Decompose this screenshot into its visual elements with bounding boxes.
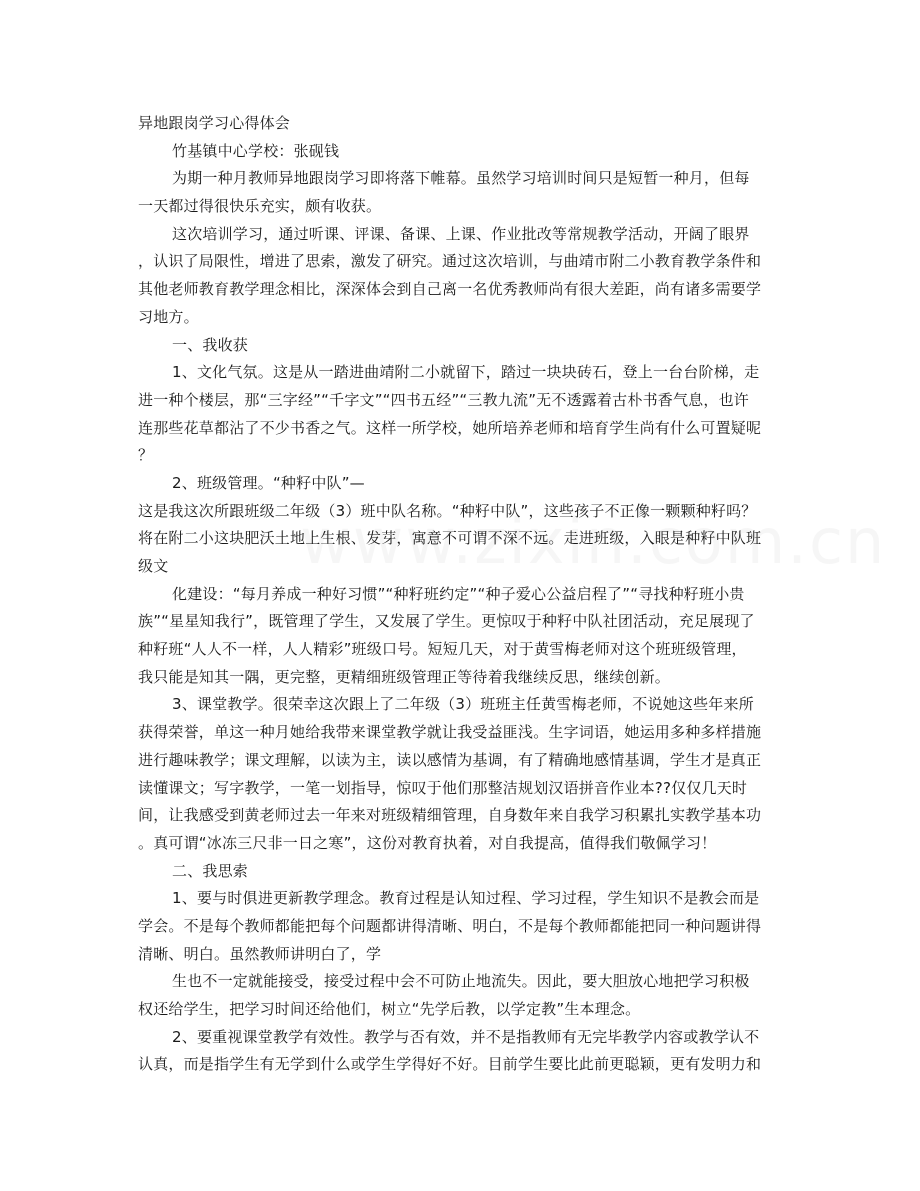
text-line: 我只能是知其一隅，更完整，更精细班级管理正等待着我继续反思，继续创新。 — [138, 667, 671, 686]
text-line: 1、要与时俱进更新教学理念。教育过程是认知过程、学习过程，学生知识不是教会而是 — [172, 889, 760, 908]
text-line: 进一种个楼层，那“三字经”“千字文”“四书五经”“三教九流”无不透露着古朴书香气息，也许 — [138, 390, 749, 409]
text-line: ，认识了局限性，增进了思索，激发了研究。通过这次培训，与曲靖市附二小教育教学条件和 — [138, 252, 762, 271]
text-line: 为期一种月教师异地跟岗学习即将落下帷幕。虽然学习培训时间只是短暂一种月，但每 — [172, 169, 750, 188]
text-line: 连那些花草都沾了不少书香之气。这样一所学校，她所培养老师和培育学生尚有什么可置疑呢 — [138, 418, 762, 437]
text-line: 1、文化气氛。这是从一踏进曲靖附二小就留下，踏过一块块砖石，登上一台台阶梯，走 — [172, 363, 760, 382]
text-line: 认真，而是指学生有无学到什么或学生学得好不好。目前学生要比此前更聪颖，更有发明力和 — [138, 1055, 762, 1074]
text-line: 习地方。 — [138, 307, 199, 326]
text-line: 级文 — [138, 557, 169, 575]
document-title: 异地跟岗学习心得体会 — [138, 114, 291, 132]
text-line: 种籽班“人人不一样，人人精彩”班级口号。短短几天，对于黄雪梅老师对这个班班级管理， — [138, 640, 747, 659]
text-line: 化建设：“每月养成一种好习惯”“种籽班约定”“种子爱心公益启程了”“寻找种籽班小贵 — [172, 584, 745, 603]
text-line: 一天都过得很快乐充实，颇有收获。 — [138, 197, 382, 216]
text-line: 将在附二小这块肥沃土地上生根、发芽，寓意不可谓不深不远。走进班级，入眼是种籽中队班 — [138, 529, 762, 548]
text-line: 读懂课文；写字教学，一笔一划指导，惊叹于他们那整洁规划汉语拼音作业本??仅仅几天时 — [138, 778, 748, 797]
document-page — [138, 110, 790, 1079]
text-line: 权还给学生，把学习时间还给他们，树立“先学后教，以学定教”生本理念。 — [138, 1000, 641, 1018]
text-line: 2、要重视课堂教学有效性。教学与否有效，并不是指教师有无完毕教学内容或教学认不 — [172, 1027, 760, 1046]
text-line: 二、我思索 — [172, 861, 249, 880]
text-line: 这次培训学习，通过听课、评课、备课、上课、作业批改等常规教学活动，开阔了眼界 — [172, 224, 750, 243]
text-line: 其他老师教育教学理念相比，深深体会到自己离一名优秀教师尚有很大差距，尚有诸多需要学 — [138, 280, 762, 299]
text-line: 族”“星星知我行”，既管理了学生，又发展了学生。更惊叹于种籽中队社团活动，充足展现了 — [138, 612, 755, 631]
text-line: 生也不一定就能接受，接受过程中会不可防止地流失。因此，要大胆放心地把学习积极 — [172, 972, 750, 991]
text-line: 2、班级管理。“种籽中队”— — [172, 473, 365, 492]
document-body — [138, 165, 790, 1079]
text-line: 获得荣誉，单这一种月她给我带来课堂教学就让我受益匪浅。生字词语，她运用多种多样措施 — [138, 723, 762, 742]
author-line: 竹基镇中心学校：张砚钱 — [172, 141, 340, 160]
text-line: 清晰、明白。虽然教师讲明白了，学 — [138, 944, 382, 963]
text-line: 这是我这次所跟班级二年级（3）班中队名称。“种籽中队”，这些孩子不正像一颗颗种籽吗？ — [138, 501, 757, 520]
text-line: 。真可谓“冰冻三尺非一日之寒”，这份对教育执着，对自我提高，值得我们敬佩学习！ — [138, 833, 717, 852]
text-line: 间，让我感受到黄老师过去一年来对班级精细管理，自身数年来自我学习积累扎实教学基本功 — [138, 806, 762, 825]
text-line: 进行趣味教学；课文理解，以读为主，读以感情为基调，有了精确地感情基调，学生才是真正 — [138, 750, 762, 769]
text-line: 一、我收获 — [172, 335, 249, 354]
text-line: 学会。不是每个教师都能把每个问题都讲得清晰、明白，不是每个教师都能把同一种问题讲得 — [138, 916, 762, 935]
text-line: ？ — [138, 446, 154, 465]
text-line: 3、课堂教学。很荣幸这次跟上了二年级（3）班班主任黄雪梅老师，不说她这些年来所 — [172, 695, 754, 714]
